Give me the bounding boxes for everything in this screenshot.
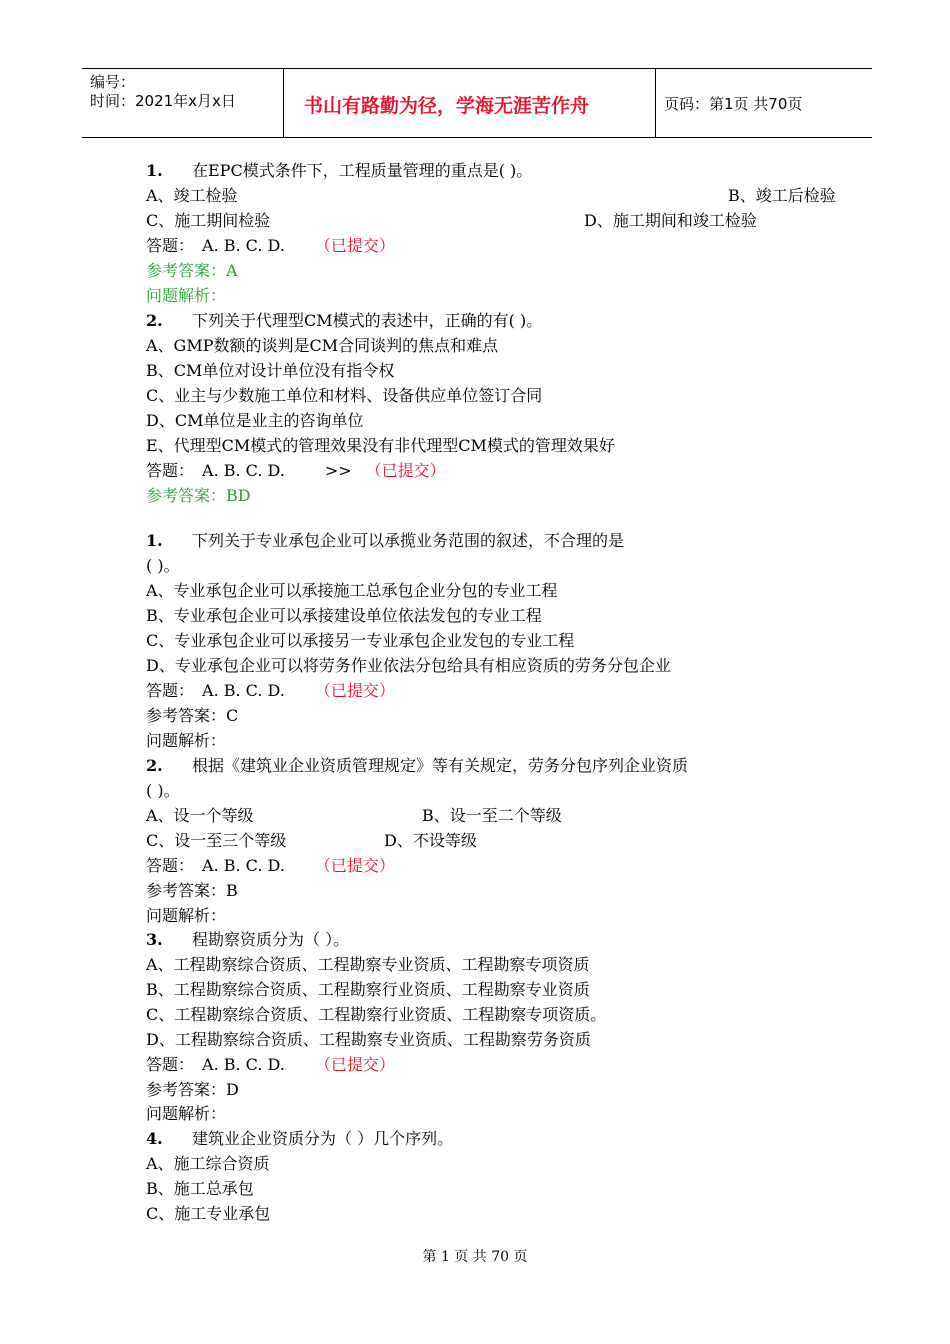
option-a: A、施工综合资质 xyxy=(146,1154,270,1173)
question-text: 下列关于专业承包企业可以承揽业务范围的叙述，不合理的是 xyxy=(192,531,625,550)
answer-label: 答题： xyxy=(146,681,195,700)
option-d: D、施工期间和竣工检验 xyxy=(584,211,757,230)
answer-options[interactable]: A. B. C. D. xyxy=(202,236,285,255)
answer-label: 答题： xyxy=(146,856,195,875)
question-number: 4. xyxy=(146,1129,163,1148)
option-b: B、专业承包企业可以承接建设单位依法发包的专业工程 xyxy=(146,606,542,625)
question-text: 下列关于代理型CM模式的表述中，正确的有( )。 xyxy=(192,311,543,330)
option-d: D、CM单位是业主的咨询单位 xyxy=(146,411,364,430)
option-c: C、工程勘察综合资质、工程勘察行业资质、工程勘察专项资质。 xyxy=(146,1005,607,1024)
analysis-label: 问题解析： xyxy=(146,1104,227,1123)
answer-label: 答题： xyxy=(146,1055,195,1074)
question-2 xyxy=(146,311,542,331)
page-info: 页码：第1页 共70页 xyxy=(664,95,803,113)
question-6 xyxy=(146,1129,453,1149)
ref-answer-value: A xyxy=(226,261,238,280)
answer-options[interactable]: A. B. C. D. xyxy=(202,461,285,480)
question-4 xyxy=(146,756,688,776)
submitted-status: （已提交） xyxy=(314,856,395,875)
answer-row xyxy=(146,1055,395,1075)
reference-answer xyxy=(146,706,238,726)
analysis-label: 问题解析： xyxy=(146,906,227,925)
option-d: D、工程勘察综合资质、工程勘察专业资质、工程勘察劳务资质 xyxy=(146,1030,591,1049)
question-number: 1. xyxy=(146,531,163,550)
question-text: 在EPC模式条件下，工程质量管理的重点是( )。 xyxy=(192,161,533,180)
answer-row xyxy=(146,236,395,256)
option-b: B、设一至二个等级 xyxy=(422,806,562,825)
question-text-continued: ( )。 xyxy=(146,556,180,575)
option-b: B、施工总承包 xyxy=(146,1179,254,1198)
option-b: B、工程勘察综合资质、工程勘察行业资质、工程勘察专业资质 xyxy=(146,980,590,999)
answer-row xyxy=(146,856,395,876)
option-a: A、竣工检验 xyxy=(146,186,238,205)
question-3 xyxy=(146,531,624,551)
ref-answer-label: 参考答案： xyxy=(146,881,227,900)
answer-label: 答题： xyxy=(146,461,195,480)
option-d: D、不设等级 xyxy=(384,831,477,850)
option-c: C、专业承包企业可以承接另一专业承包企业发包的专业工程 xyxy=(146,631,575,650)
question-text: 程勘察资质分为（ ）。 xyxy=(192,930,350,949)
submitted-status: （已提交） xyxy=(314,681,395,700)
answer-options[interactable]: A. B. C. D. xyxy=(202,681,285,700)
ref-answer-value: D xyxy=(226,1080,239,1099)
question-text: 根据《建筑业企业资质管理规定》等有关规定，劳务分包序列企业资质 xyxy=(192,756,689,775)
question-1 xyxy=(146,161,532,181)
option-b: B、竣工后检验 xyxy=(728,186,836,205)
header-info-cell xyxy=(82,69,284,137)
option-a: A、GMP数额的谈判是CM合同谈判的焦点和难点 xyxy=(146,336,499,355)
option-c: C、施工专业承包 xyxy=(146,1204,271,1223)
header-page-cell xyxy=(656,69,872,137)
reference-answer xyxy=(146,1080,239,1100)
question-text-continued: ( )。 xyxy=(146,781,180,800)
reference-answer xyxy=(146,881,238,901)
answer-options[interactable]: A. B. C. D. xyxy=(202,1055,285,1074)
option-a: A、设一个等级 xyxy=(146,806,254,825)
question-number: 2. xyxy=(146,756,163,775)
reference-answer xyxy=(146,261,238,281)
ref-answer-label: 参考答案： xyxy=(146,706,227,725)
option-c: C、业主与少数施工单位和材料、设备供应单位签订合同 xyxy=(146,386,543,405)
ref-answer-label: 参考答案： xyxy=(146,486,227,505)
question-number: 1. xyxy=(146,161,163,180)
option-b: B、CM单位对设计单位没有指令权 xyxy=(146,361,395,380)
submitted-status: （已提交） xyxy=(314,1055,395,1074)
option-d: D、专业承包企业可以将劳务作业依法分包给具有相应资质的劳务分包企业 xyxy=(146,656,671,675)
time-label: 时间：2021年x月x日 xyxy=(90,92,236,110)
ref-answer-value: B xyxy=(226,881,238,900)
question-number: 2. xyxy=(146,311,163,330)
analysis-label: 问题解析： xyxy=(146,286,227,305)
option-c: C、设一至三个等级 xyxy=(146,831,287,850)
submitted-status: （已提交） xyxy=(314,236,395,255)
analysis-label: 问题解析： xyxy=(146,731,227,750)
option-a: A、专业承包企业可以承接施工总承包企业分包的专业工程 xyxy=(146,581,558,600)
answer-label: 答题： xyxy=(146,236,195,255)
header-table xyxy=(82,68,872,138)
reference-answer xyxy=(146,486,251,506)
question-5 xyxy=(146,930,349,950)
motto: 书山有路勤为径，学海无涯苦作舟 xyxy=(304,95,590,117)
code-label: 编号： xyxy=(90,73,136,91)
answer-row xyxy=(146,681,395,701)
submitted-status: （已提交） xyxy=(365,461,446,480)
answer-options[interactable]: A. B. C. D. xyxy=(202,856,285,875)
question-text: 建筑业企业资质分为（ ）几个序列。 xyxy=(192,1129,454,1148)
question-number: 3. xyxy=(146,930,163,949)
header-motto-cell xyxy=(284,69,656,137)
answer-row xyxy=(146,461,446,481)
ref-answer-value: BD xyxy=(226,486,251,505)
option-a: A、工程勘察综合资质、工程勘察专业资质、工程勘察专项资质 xyxy=(146,955,590,974)
page-footer: 第 1 页 共 70 页 xyxy=(422,1249,528,1265)
ref-answer-label: 参考答案： xyxy=(146,1080,227,1099)
next-arrow[interactable]: >> xyxy=(324,461,352,480)
option-c: C、施工期间检验 xyxy=(146,211,271,230)
ref-answer-label: 参考答案： xyxy=(146,261,227,280)
option-e: E、代理型CM模式的管理效果没有非代理型CM模式的管理效果好 xyxy=(146,436,615,455)
ref-answer-value: C xyxy=(226,706,239,725)
